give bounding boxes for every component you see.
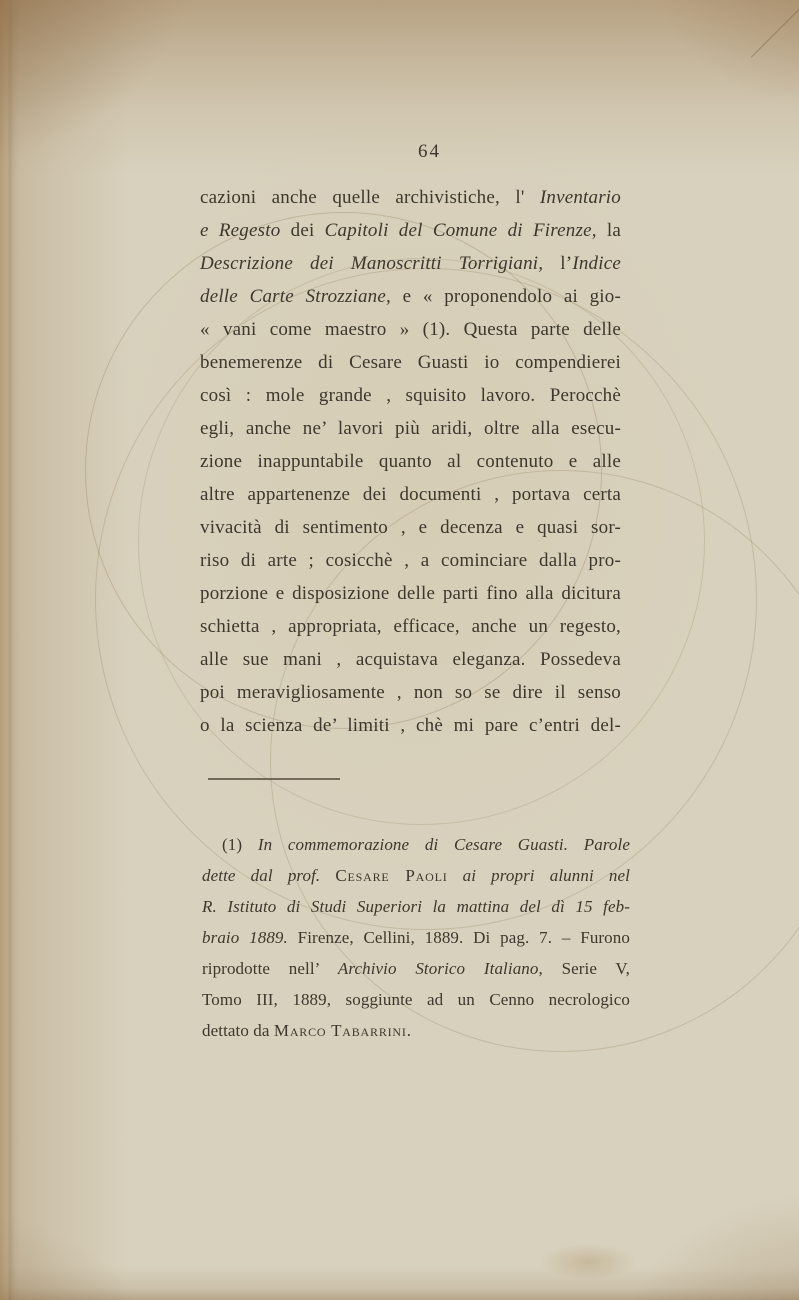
text-line [200,478,621,511]
body-text: riprodotte nell’ [202,959,338,978]
body-text: benemerenze di Cesare Guasti io compendierei [200,352,621,373]
body-text: schietta , appropriata, efficace, anche un regesto, [200,616,621,637]
italic-text: Inventario [539,187,621,208]
text-line [200,445,621,478]
body-text: (1) [222,835,258,854]
text-line [200,610,621,643]
body-text: poi meravigliosamente , non so se dire il senso [200,682,621,703]
body-text: , Serie V, [538,959,630,978]
text-line [200,313,621,346]
italic-text: R. Istituto di Studi Superiori la mattina del dì 15 feb- [202,897,630,916]
text-line [202,922,630,953]
italic-text: Descrizione dei Manoscritti Torrigiani, [200,253,544,274]
footnote [202,829,630,1046]
body-text: cazioni anche quelle archivistiche, l' [200,187,540,208]
text-line [200,544,621,577]
body-text: o la scienza de’ limiti , chè mi pare c’entri del- [200,715,621,736]
paper-scratch [751,0,799,58]
main-paragraph [200,181,621,742]
body-text: altre appartenenze dei documenti , portava certa [200,484,621,505]
text-line [200,280,621,313]
body-text: porzione e disposizione delle parti fino alla dicitura [200,583,621,604]
text-line [200,181,621,214]
italic-text: ai propri alunni nel [447,866,630,885]
body-text: l’ [543,253,573,274]
body-text: Firenze, Cellini, 1889. Di pag. 7. – Furono [287,928,630,947]
page-number: 64 [418,141,441,162]
body-text: vivacità di sentimento , e decenza e quasi sor- [200,517,621,538]
text-line [200,346,621,379]
text-line [200,577,621,610]
text-line [200,379,621,412]
text-line [200,643,621,676]
italic-text: Archivio Storico Italiano [337,959,539,978]
body-text: dettato da [202,1021,274,1040]
body-text: la [596,220,621,241]
smallcaps-name: Marco Tabarrini. [273,1021,412,1040]
text-line [202,829,630,860]
body-text: « vani come maestro » (1). Questa parte delle [200,319,621,340]
body-text: così : mole grande , squisito lavoro. Perocchè [200,385,621,406]
body-text: alle sue mani , acquistava eleganza. Possedeva [200,649,621,670]
text-line [200,214,621,247]
text-line [200,709,621,742]
text-line [202,1015,630,1046]
body-text: Tomo III, 1889, soggiunte ad un Cenno necrologico [202,990,630,1009]
footnote-divider [208,778,340,780]
italic-text: delle Carte Strozziane, [200,286,391,307]
italic-text: braio 1889. [202,928,288,947]
text-line [202,984,630,1015]
text-line [200,511,621,544]
body-text: dei [280,220,325,241]
italic-text: Capitoli del Comune di Firenze, [324,220,597,241]
body-text: e « proponendolo ai gio- [390,286,621,307]
italic-text: dette dal prof. [202,866,336,885]
text-line [200,247,621,280]
text-line [202,860,630,891]
body-text: riso di arte ; cosicchè , a cominciare dalla pro- [200,550,621,571]
text-line [200,676,621,709]
italic-text: Indice [572,253,621,274]
body-text: egli, anche ne’ lavori più aridi, oltre alla esecu- [200,418,621,439]
smallcaps-name: Cesare Paoli [335,866,448,885]
italic-text: e Regesto [200,220,281,241]
text-line [200,412,621,445]
body-text: zione inappuntabile quanto al contenuto e alle [200,451,621,472]
text-line [202,953,630,984]
italic-text: In commemorazione di Cesare Guasti. Parole [257,835,630,854]
text-line [202,891,630,922]
